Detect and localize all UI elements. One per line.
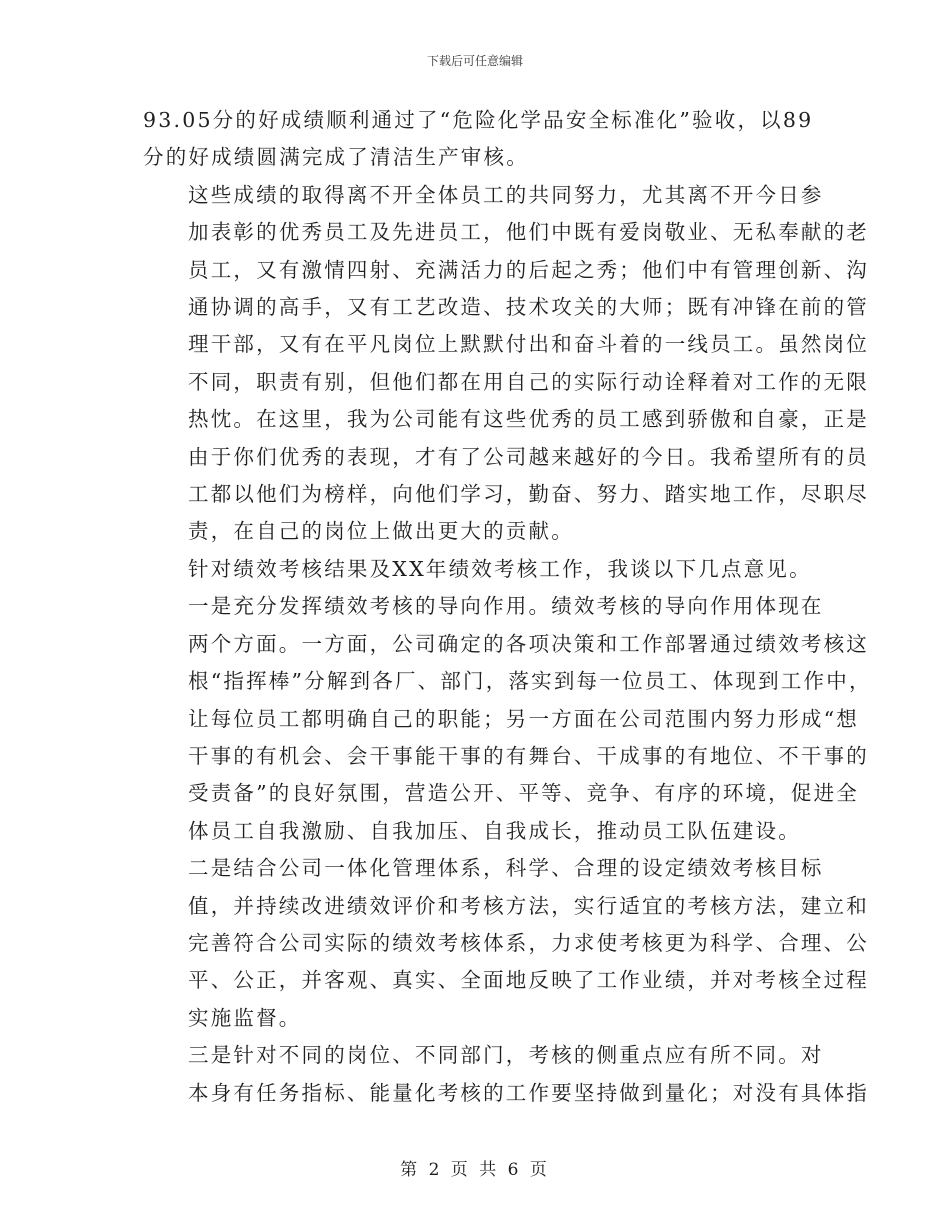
text-line: 让每位员工都明确自己的职能；另一方面在公司范围内努力形成“想 <box>188 706 859 731</box>
paragraph-2 <box>143 177 869 551</box>
paragraph-1 <box>143 102 814 177</box>
text-line: 二是结合公司一体化管理体系，科学、合理的设定绩效考核目标 <box>188 856 824 881</box>
text-line: 通协调的高手，又有工艺改造、技术攻关的大师；既有冲锋在前的管 <box>188 295 869 320</box>
text-line: 员工，又有激情四射、充满活力的后起之秀；他们中有管理创新、沟 <box>188 257 869 282</box>
text-line: 完善符合公司实际的绩效考核体系，力求使考核更为科学、合理、公 <box>188 930 869 955</box>
page-header: 下载后可任意编辑 <box>426 54 523 68</box>
text-line: 根“指挥棒”分解到各厂、部门，落实到每一位员工、体现到工作中， <box>188 669 872 694</box>
text-line: 本身有任务指标、能量化考核的工作要坚持做到量化；对没有具体指 <box>188 1080 869 1105</box>
body-text <box>143 102 872 1112</box>
text-line: 理干部，又有在平凡岗位上默默付出和奋斗着的一线员工。虽然岗位 <box>188 332 869 357</box>
text-line: 不同，职责有别，但他们都在用自己的实际行动诠释着对工作的无限 <box>188 369 869 394</box>
text-line: 工都以他们为榜样，向他们学习，勤奋、努力、踏实地工作，尽职尽 <box>188 482 869 507</box>
text-line: 针对绩效考核结果及XX年绩效考核工作，我谈以下几点意见。 <box>188 556 812 581</box>
text-line: 体员工自我激励、自我加压、自我成长，推动员工队伍建设。 <box>188 818 801 843</box>
paragraph-3 <box>143 551 812 588</box>
text-line: 这些成绩的取得离不开全体员工的共同努力，尤其离不开今日参 <box>188 182 824 207</box>
page-number-footer: 第 2 页 共 6 页 <box>400 1160 550 1180</box>
text-line: 平、公正，并客观、真实、全面地反映了工作业绩，并对考核全过程 <box>188 968 869 993</box>
text-line: 两个方面。一方面，公司确定的各项决策和工作部署通过绩效考核这 <box>188 631 869 656</box>
text-line: 三是针对不同的岗位、不同部门，考核的侧重点应有所不同。对 <box>188 1043 824 1068</box>
text-line: 分的好成绩圆满完成了清洁生产审核。 <box>143 145 529 170</box>
text-line: 加表彰的优秀员工及先进员工，他们中既有爱岗敬业、无私奉献的老 <box>188 220 869 245</box>
paragraph-6 <box>143 1037 869 1112</box>
text-line: 实施监督。 <box>188 1005 302 1030</box>
text-line: 值，并持续改进绩效评价和考核方法，实行适宜的考核方法，建立和 <box>188 893 869 918</box>
text-line: 由于你们优秀的表现，才有了公司越来越好的今日。我希望所有的员 <box>188 444 869 469</box>
text-line: 热忱。在这里，我为公司能有这些优秀的员工感到骄傲和自豪，正是 <box>188 407 869 432</box>
text-line: 93.05分的好成绩顺利通过了“危险化学品安全标准化”验收，以89 <box>143 108 814 132</box>
text-line: 干事的有机会、会干事能干事的有舞台、干成事的有地位、不干事的 <box>188 743 869 768</box>
text-line: 一是充分发挥绩效考核的导向作用。绩效考核的导向作用体现在 <box>188 594 824 619</box>
paragraph-5 <box>143 850 869 1037</box>
text-line: 责，在自己的岗位上做出更大的贡献。 <box>188 519 574 544</box>
paragraph-4 <box>143 588 872 850</box>
text-line: 受责备”的良好氛围，营造公开、平等、竞争、有序的环境，促进全 <box>188 781 859 806</box>
